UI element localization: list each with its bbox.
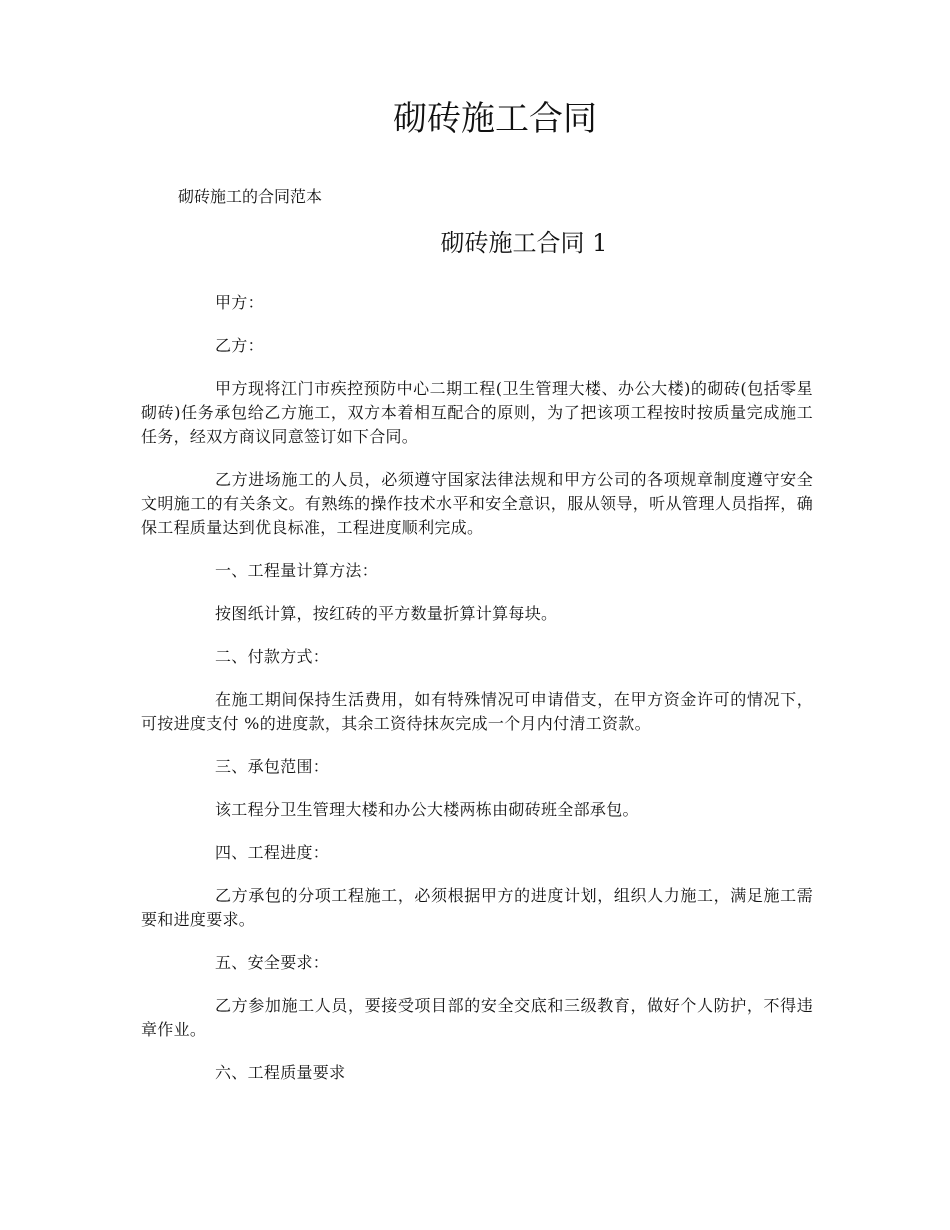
- party-b-line: 乙方：: [215, 336, 264, 355]
- body-paragraph: 甲方现将江门市疾控预防中心二期工程(卫生管理大楼、办公大楼)的砌砖(包括零星砌砖)任务承包给乙方施工，双方本着相互配合的原则，为了把该项工程按时按质量完成施工任务，经双方商议同意签订如下合同。: [141, 379, 813, 446]
- clause-heading: 五、安全要求：: [215, 953, 330, 972]
- body-paragraph: 在施工期间保持生活费用，如有特殊情况可申请借支，在甲方资金许可的情况下，可按进度支付 %的进度款，其余工资待抹灰完成一个月内付清工资款。: [141, 690, 813, 733]
- body-paragraph: 该工程分卫生管理大楼和办公大楼两栋由砌砖班全部承包。: [215, 800, 639, 819]
- document-body: [141, 291, 813, 1104]
- clause-heading: 一、工程量计算方法：: [215, 561, 379, 580]
- clause-heading: 三、承包范围：: [215, 757, 330, 776]
- body-paragraph: 乙方参加施工人员，要接受项目部的安全交底和三级教育，做好个人防护，不得违章作业。: [141, 996, 813, 1039]
- body-paragraph: 按图纸计算，按红砖的平方数量折算计算每块。: [215, 604, 558, 623]
- clause-heading: 六、工程质量要求: [215, 1063, 346, 1082]
- clause-heading: 四、工程进度：: [215, 843, 330, 862]
- section-title: 砌砖施工合同 1: [440, 229, 608, 257]
- body-paragraph: 乙方承包的分项工程施工，必须根据甲方的进度计划，组织人力施工，满足施工需要和进度要求。: [141, 886, 813, 929]
- body-paragraph: 乙方进场施工的人员，必须遵守国家法律法规和甲方公司的各项规章制度遵守安全文明施工的有关条文。有熟练的操作技术水平和安全意识，服从领导，听从管理人员指挥，确保工程质量达到优良标准，工程进度顺利完成。: [141, 470, 813, 537]
- document-subtitle: 砌砖施工的合同范本: [178, 187, 323, 206]
- party-a-line: 甲方：: [215, 293, 264, 312]
- clause-heading: 二、付款方式：: [215, 647, 330, 666]
- document-title: 砌砖施工合同: [393, 99, 597, 139]
